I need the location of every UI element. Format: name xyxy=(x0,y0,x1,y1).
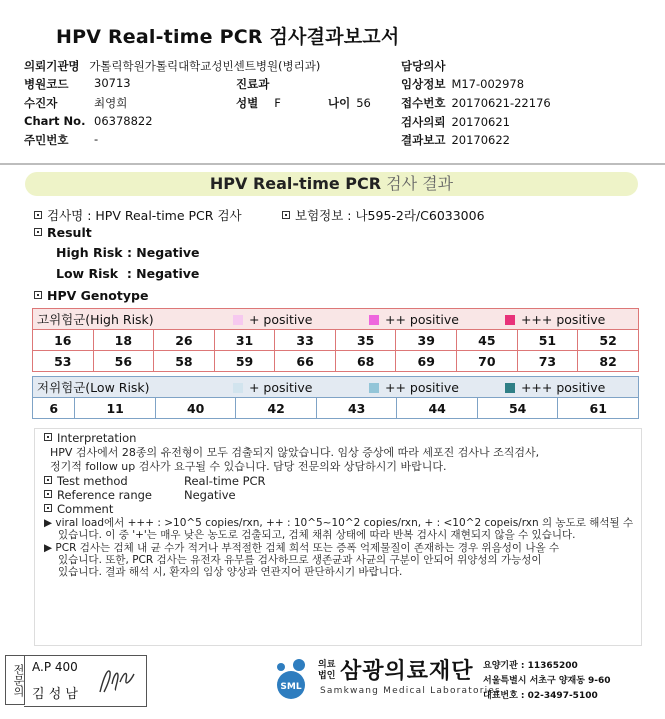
institution-value: 가톨릭학원가톨릭대학교성빈센트병원(병리과) xyxy=(89,59,321,73)
bullet-icon xyxy=(282,211,290,219)
reference-range: Reference range Negative xyxy=(44,489,152,502)
patient-age: 나이 56 xyxy=(328,96,371,110)
receipt-number: 접수번호 20170621-22176 xyxy=(401,96,551,110)
high-risk-header: 고위험군(High Risk) + positive ++ positive +++ positive xyxy=(33,309,639,330)
institution-label: 의뢰기관명 xyxy=(24,59,80,73)
bullet-icon xyxy=(44,504,52,512)
comment-1: ▶ viral load에서 +++ : >10^5 copies/rxn, ++ : 10^5~10^2 copies/rxn, + : <10^2 copeis/rxn 의 농도로 해석될 수 있습니다. 이 중 '+'는 매우 낮은 농도로 검출되고, 검체 채취 상태에 따라 반복 검사시 재현되지 않을 수 있습니다. xyxy=(44,517,634,541)
comment-2: ▶ PCR 검사는 검체 내 균 수가 적거나 부적절한 검체 희석 또는 증폭 억제물질이 존재하는 경우 위음성이 나올 수 있습니다. 또한, PCR 검사는 유전자 유무를 검사하므로 생존균과 사균의 구분이 안되어 위양성의 가능성이 있습니다. 결과 해석 시, 환자의 임상 양상과 연관지어 판단하시기 바랍니다. xyxy=(44,542,560,578)
high-risk-row-2: 53 56 58 59 66 68 69 70 73 82 xyxy=(33,351,639,372)
bullet-icon xyxy=(34,291,42,299)
insurance-info: 보험정보 : 나595-2라/C6033006 xyxy=(282,206,485,224)
org-name: 삼광의료재단 xyxy=(340,659,474,684)
bullet-icon xyxy=(34,228,42,236)
chart-number: Chart No. 06378822 xyxy=(24,114,153,128)
plusplus-legend-swatch xyxy=(369,383,379,393)
org-contact xyxy=(483,659,611,704)
logo-text: SML xyxy=(280,682,302,692)
request-date: 검사의뢰 20170621 xyxy=(401,115,510,129)
plus-legend-swatch xyxy=(233,383,243,393)
org-code: 요양기관 : 11365200 xyxy=(483,661,578,671)
arrow-bullet-icon: ▶ xyxy=(44,517,53,529)
plusplusplus-legend-swatch xyxy=(505,315,515,325)
bullet-icon xyxy=(44,433,52,441)
org-english-name: Samkwang Medical Laboratories xyxy=(320,686,501,696)
clinical-info: 임상정보 M17-002978 xyxy=(401,77,525,91)
report-title: HPV Real-time PCR 검사결과보고서 xyxy=(56,26,400,48)
hospital-code: 병원코드 30713 xyxy=(24,76,131,91)
test-name: 검사명 : HPV Real-time PCR 검사 xyxy=(34,206,242,224)
bullet-icon xyxy=(44,476,52,484)
org-phone: 대표번호 : 02-3497-5100 xyxy=(483,691,598,701)
interpretation-label: Interpretation xyxy=(44,432,136,445)
org-type: 의료 법인 xyxy=(318,660,336,681)
high-risk-row-1: 16 18 26 31 33 35 39 45 51 52 xyxy=(33,330,639,351)
low-risk-table xyxy=(32,376,639,419)
header-institution xyxy=(24,58,320,74)
plusplus-legend-swatch xyxy=(369,315,379,325)
high-risk-table xyxy=(32,308,639,372)
low-risk-header: 저위험군(Low Risk) + positive ++ positive +++ positive xyxy=(33,377,639,398)
specialist-label: 전문의 xyxy=(5,655,25,705)
sml-logo-icon xyxy=(268,655,314,701)
dept-label: 진료과 xyxy=(236,77,270,91)
bullet-icon xyxy=(34,211,42,219)
banner-subtitle: 검사 결과 xyxy=(386,174,454,193)
plusplusplus-legend-swatch xyxy=(505,383,515,393)
interpretation-line-2: 정기적 follow up 검사가 요구될 수 있습니다. 담당 전문의와 상담하시기 바랍니다. xyxy=(50,460,447,473)
report-date: 결과보고 20170622 xyxy=(401,133,510,147)
plus-legend-swatch xyxy=(233,315,243,325)
interpretation-line-1: HPV 검사에서 28종의 유전형이 모두 검출되지 않았습니다. 임상 증상에 따라 세포진 검사나 조직검사, xyxy=(50,446,540,459)
arrow-bullet-icon: ▶ xyxy=(44,542,53,554)
genotype-label: HPV Genotype xyxy=(34,288,148,303)
org-address: 서울특별시 서초구 양재동 9-60 xyxy=(483,676,611,686)
signature-icon xyxy=(96,662,140,698)
banner-title: HPV Real-time PCR xyxy=(209,174,382,193)
result-banner xyxy=(25,172,638,196)
low-risk-row: 6 11 40 42 43 44 54 61 xyxy=(33,398,639,419)
ap-number: A.P 400 xyxy=(32,660,78,674)
result-label: Result xyxy=(34,225,92,240)
test-method: Test method Real-time PCR xyxy=(44,475,128,488)
comment-label: Comment xyxy=(44,503,113,516)
patient-name: 수진자 최영희 xyxy=(24,96,128,110)
resident-id: 주민번호 - xyxy=(24,132,99,147)
result-low-risk: Low Risk : Negative xyxy=(56,266,200,281)
doctor-label: 담당의사 xyxy=(401,59,446,73)
patient-sex: 성별 F xyxy=(236,96,281,110)
doctor-name: 김 성 남 xyxy=(32,687,78,702)
bullet-icon xyxy=(44,490,52,498)
header-separator xyxy=(0,163,665,165)
result-high-risk: High Risk : Negative xyxy=(56,245,200,260)
